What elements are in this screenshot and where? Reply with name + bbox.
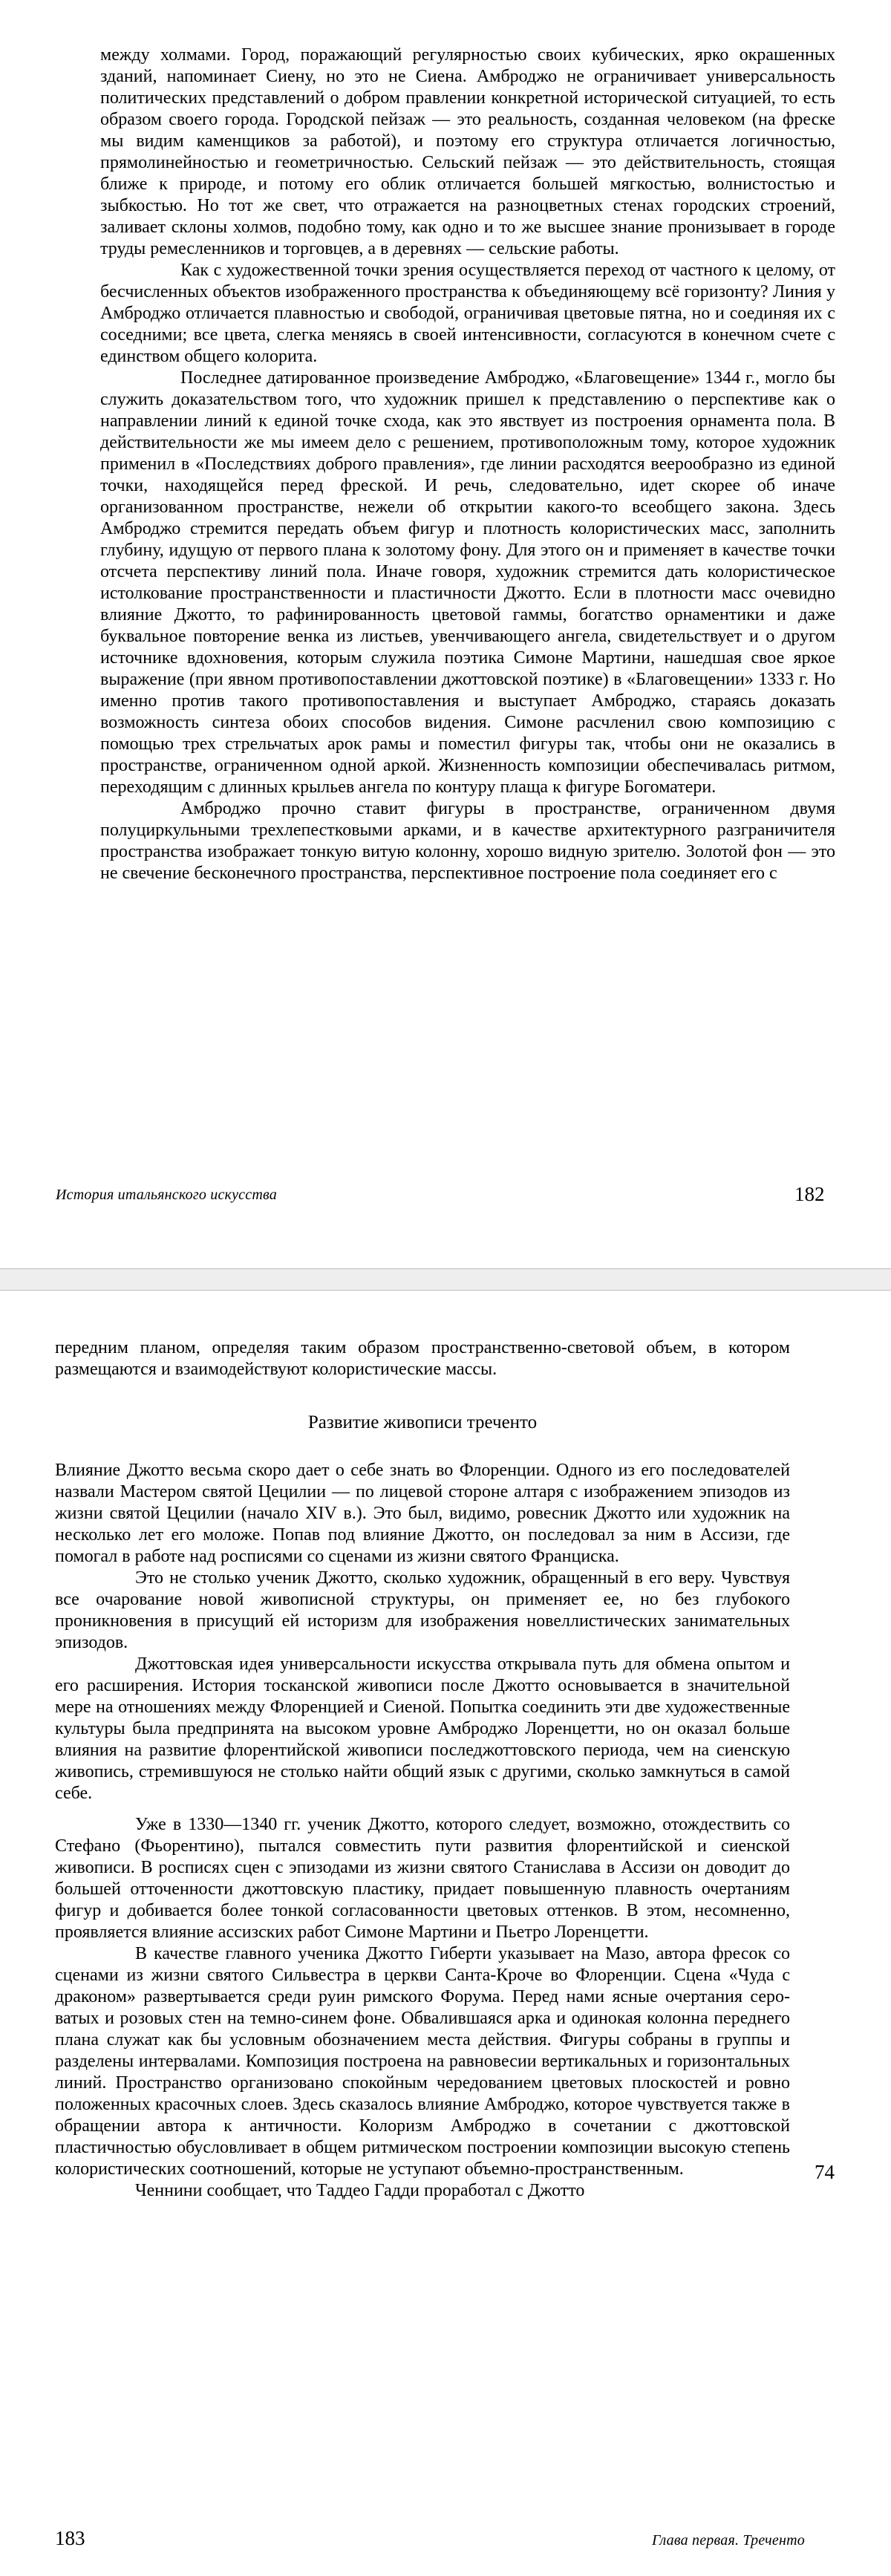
paragraph: Джоттовская идея универсальности искусства открывала путь для обмена опытом и его расширения. История тосканской живописи после Джотто основывается в значительной мере на отношениях между Флоренцией и Сиеной. Попытка соединить эти две художественные культуры была предпринята на высоком уровне Амброджо Лоренцетти, но он оказал больше влияния на развитие флорентийской живописи последжоттовского периода, чем на сиенскую живопись, стремившуюся не столько найти общий язык с другими, сколько замкнуться в самой себе. [55, 1654, 790, 1803]
paragraph: между холмами. Город, поражающий регулярностью своих кубических, ярко окрашенных зданий, напоминает Сиену, но это не Сиена. Амброджо не ограничивает универсальность политических представлений о добром правлении конкретной исторической ситуацией, то есть образом своего города. Городской пейзаж — это реальность, созданная человеком (на фреске мы видим каменщиков за работой), и поэтому его структура отличается логичностью, прямолинейностью и геометричностью. Сельский пейзаж — это действительность, стоящая ближе к природе, и потому его облик отличается большей мягкостью, волнистостью и зыбкостью. Но тот же свет, что отражается на разноцветных стенах городских строений, заливает склоны холмов, подобно тому, как одно и то же высшее знание пронизывает в городе труды ремесленников и торговцев, а в деревнях — сельские работы. [100, 45, 835, 258]
paragraph: Ченнини сообщает, что Таддео Гадди проработал с Джотто [135, 2181, 585, 2200]
page-number: 182 [794, 1183, 825, 1205]
section-heading: Развитие живописи треченто [307, 1412, 538, 1432]
paragraph: Влияние Джотто весьма скоро дает о себе знать во Флоренции. Одного из его последователей назвали Мастером святой Цецилии — по лицевой стороне алтаря с изображением эпизодов из жизни святой Цецилии (начало XIV в.). Это был, видимо, ровесник Джотто или художник на несколько лет его моложе. Попав под влияние Джотто, он последовал за ним в Ассизи, где помогал в работе над росписями со сценами из жизни святого Франциска. [55, 1461, 790, 1566]
margin-note-number: 74 [815, 2161, 835, 2183]
paragraph: Как с художественной точки зрения осуществляется переход от частного к целому, от бесчисленных объектов изображенного пространства к объединяющему всё горизонту? Линия у Амброджо отличается плавностью и свободой, ограничивая цветовые пятна, но и соединяя их с соседними; все цвета, слегка меняясь в своей интенсивности, согласуются в конечном счете с единством общего колорита. [100, 261, 835, 366]
page-183-text [55, 1337, 790, 2202]
running-footer-title: Глава первая. Треченто [652, 2532, 805, 2549]
paragraph: В качестве главного ученика Джотто Гиберти указывает на Мазо, автора фресок со сценами из жизни святого Сильвестра в церкви Санта-Кроче во Флоренции. Сцена «Чуда с драконом» развертывается среди руин римского Форума. Перед нами ясные очертания сероватых и розовых стен на темно-синем фоне. Обвалившаяся арка и одинокая колонна переднего плана служат как бы условным обозначением места действия. Фигуры собраны в группы и разделены интервалами. Композиция построена на равновесии вертикальных и горизонтальных линий. Пространство организовано спокойным чередованием цветовых плоскостей и ровно положенных красочных слоев. Здесь сказалось влияние Амброджо, которое чувствуется также в обращении автора к античности. Колоризм Амброджо в сочетании с джоттовской пластичностью обусловливает в общем ритмическом построении композиции высокую степень колористических соотношений, которые не уступают объемно-пространственным. [55, 1944, 790, 2179]
paragraph: Последнее датированное произведение Амброджо, «Благовещение» 1344 г., могло бы служить доказательством того, что художник пришел к представлению о перспективе как о направлении линий к единой точке схода, как это явствует из построения орнамента пола. В действительности же мы имеем дело с решением, противоположным тому, которое художник применил в «Последствиях доброго правления», где линии расходятся веерообразно из единой точки, находящейся перед фреской. И речь, следовательно, идет скорее об иначе организованном пространстве, нежели об открытии какого-то всеобщего закона. Здесь Амброджо стремится передать объем фигур и плотность колористических масс, заполнить глубину, идущую от первого плана к золотому фону. Для этого он и применяет в качестве точки отсчета перспективу линий пола. Иначе говоря, художник стремится дать колористическое истолкование пространственности и пластичности Джотто. Если в плотности масс очевидно влияние Джотто, то рафинированность цветовой гаммы, богатство орнаментики и даже буквальное повторение венка из листьев, увенчивающего ангела, свидетельствует и о другом источнике вдохновения, которым служила поэтика Симоне Мартини, нашедшая свое яркое выражение (при явном противопоставлении джоттовской поэтике) в «Благовещении» 1333 г. Но именно против такого противопоставления и выступает Амброджо, стараясь доказать возможность синтеза обоих способов видения. Симоне расчленил свою композицию с помощью трех стрельчатых арок рамы и поместил фигуры так, чтобы они не оказались в пространстве, ограниченном одной аркой. Жизненность композиции обеспечивалась ритмом, переходящим с длинных крыльев ангела по контуру плаща к фигуре Богоматери. [100, 368, 835, 797]
paragraph: Это не столько ученик Джотто, сколько художник, обращенный в его веру. Чувствуя все очарование новой живописной структуры, он применяет ее, но без глубокого проникновения в присущий ей историзм для изображения новеллистических занимательных эпизодов. [55, 1568, 790, 1652]
book-page-183 [0, 1291, 891, 2576]
book-page-182 [0, 0, 891, 1268]
page-separator [0, 1268, 891, 1291]
running-footer-title: История итальянского искусства [56, 1187, 277, 1203]
page-number: 183 [55, 2527, 85, 2549]
page-182-text [100, 45, 835, 884]
paragraph: Уже в 1330—1340 гг. ученик Джотто, которого следует, возможно, отождествить со Стефано (Фьорентино), пытался совместить пути развития флорентийской и сиенской живописи. В росписях сцен с эпизодами из жизни святого Станислава в Ассизи он доводит до большей отточенности джоттовскую пластику, придает повышенную плавность очертаниям фигур и добивается более тонкой согласованности цветовых оттенков. В этом, несомненно, проявляется влияние ассизских работ Симоне Мартини и Пьетро Лоренцетти. [55, 1815, 790, 1942]
paragraph: передним планом, определяя таким образом пространственно-световой объем, в котором размещаются и взаимодействуют колористические массы. [55, 1338, 790, 1379]
paragraph: Амброджо прочно ставит фигуры в пространстве, ограниченном двумя полуциркульными трехлепестковыми арками, и в качестве архитектурного разграничителя пространства изображает тонкую витую колонну, хорошо видную зрителю. Золотой фон — это не свечение бесконечного пространства, перспективное построение пола соединяет его с [100, 799, 835, 883]
